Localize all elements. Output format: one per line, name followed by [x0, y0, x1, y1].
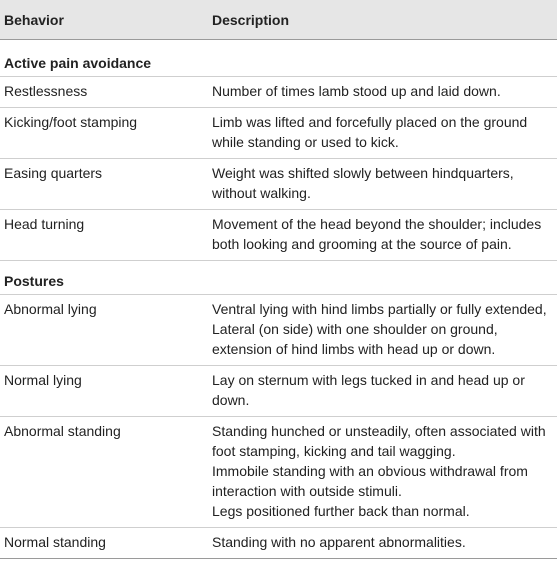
- behavior-cell: Easing quarters: [0, 159, 208, 210]
- behavior-cell: Head turning: [0, 210, 208, 261]
- table-row: [0, 108, 557, 159]
- section-row: [0, 261, 557, 295]
- description-line: Ventral lying with hind limbs partially or fully extended, Lateral (on side) with one shoulder on ground, extension of hind limbs with head up or down.: [212, 301, 547, 357]
- header-row: [0, 0, 557, 40]
- behavior-cell: Normal standing: [0, 528, 208, 559]
- table-row: [0, 159, 557, 210]
- description-cell: [208, 108, 557, 159]
- description-line: Weight was shifted slowly between hindquarters, without walking.: [212, 165, 514, 201]
- behavior-cell: Normal lying: [0, 366, 208, 417]
- description-line: Legs positioned further back than normal.: [212, 503, 470, 519]
- table-row: [0, 366, 557, 417]
- header-behavior: Behavior: [4, 12, 64, 28]
- table-row: [0, 528, 557, 559]
- description-line: Movement of the head beyond the shoulder; includes both looking and grooming at the source of pain.: [212, 216, 542, 252]
- description-cell: [208, 295, 557, 366]
- description-line: Standing hunched or unsteadily, often associated with foot stamping, kicking and tail wagging.: [212, 423, 546, 459]
- behavior-cell: Kicking/foot stamping: [0, 108, 208, 159]
- description-line: Standing with no apparent abnormalities.: [212, 534, 466, 550]
- table-body: [0, 40, 557, 559]
- table-row: [0, 295, 557, 366]
- section-row: [0, 40, 557, 77]
- description-cell: [208, 77, 557, 108]
- section-title: Active pain avoidance: [0, 40, 557, 77]
- description-line: Lay on sternum with legs tucked in and head up or down.: [212, 372, 525, 408]
- behavior-cell: Abnormal standing: [0, 417, 208, 528]
- description-cell: [208, 159, 557, 210]
- description-cell: [208, 528, 557, 559]
- behavior-cell: Abnormal lying: [0, 295, 208, 366]
- description-cell: [208, 210, 557, 261]
- table-row: [0, 210, 557, 261]
- table-row: [0, 77, 557, 108]
- description-cell: [208, 366, 557, 417]
- section-title: Postures: [0, 261, 557, 295]
- description-cell: [208, 417, 557, 528]
- description-line: Immobile standing with an obvious withdrawal from interaction with outside stimuli.: [212, 463, 528, 499]
- behavior-cell: Restlessness: [0, 77, 208, 108]
- description-line: Number of times lamb stood up and laid down.: [212, 83, 501, 99]
- header-description: Description: [212, 12, 290, 28]
- description-line: Limb was lifted and forcefully placed on the ground while standing or used to kick.: [212, 114, 528, 150]
- table-row: [0, 417, 557, 528]
